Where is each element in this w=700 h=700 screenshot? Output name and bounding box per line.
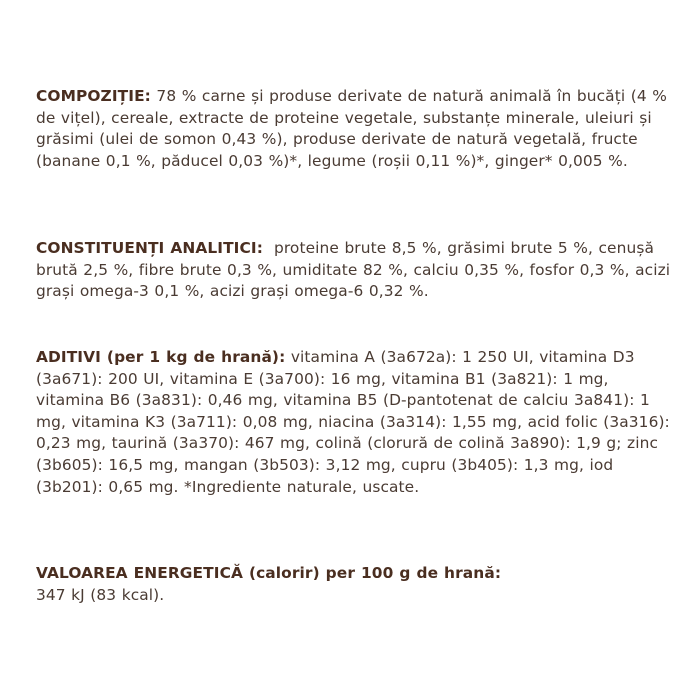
energy-value-heading: VALOAREA ENERGETICĂ (calorir) per 100 g de hrană:: [36, 564, 502, 582]
composition-section: [36, 86, 676, 172]
analytic-constituents-heading: CONSTITUENȚI ANALITICI:: [36, 239, 263, 257]
analytic-constituents-section: [36, 238, 676, 303]
energy-value-text: 347 kJ (83 kcal).: [36, 585, 165, 604]
energy-value-section: [36, 563, 676, 606]
analytic-constituents-text: proteine brute 8,5 %, grăsimi brute 5 %, cenușă brută 2,5 %, fibre brute 0,3 %, umiditate 82 %, calciu 0,35 %, fosfor 0,3 %, acizi grași omega-3 0,1 %, acizi grași omega-6 0,32 %.: [36, 239, 676, 301]
additives-heading: ADITIVI (per 1 kg de hrană):: [36, 348, 286, 366]
additives-section: [36, 347, 676, 498]
additives-text: vitamina A (3a672a): 1 250 UI, vitamina D3 (3a671): 200 UI, vitamina E (3a700): 16 mg, vitamina B1 (3a821): 1 mg, vitamina B6 (3a831): 0,46 mg, vitamina B5 (D-pantotenat de calciu 3a841): 1 mg, vitamina K3 (3a711): 0,08 mg, niacina (3a314): 1,55 mg, acid folic (3a316): 0,23 mg, taurină (3a370): 467 mg, colină (clorură de colină 3a890): 1,9 g; zinc (3b605): 16,5 mg, mangan (3b503): 3,12 mg, cupru (3b405): 1,3 mg, iod (3b201): 0,65 mg. *Ingrediente naturale, uscate.: [36, 348, 670, 496]
composition-heading: COMPOZIȚIE:: [36, 87, 151, 105]
composition-text: 78 % carne și produse derivate de natură animală în bucăți (4 % de vițel), cereale, extracte de proteine vegetale, substanțe minerale, uleiuri și grăsimi (ulei de somon 0,43 %), produse derivate de natură vegetală, fructe (banane 0,1 %, păducel 0,03 %)*, legume (roșii 0,11 %)*, ginger* 0,005 %.: [36, 87, 667, 170]
